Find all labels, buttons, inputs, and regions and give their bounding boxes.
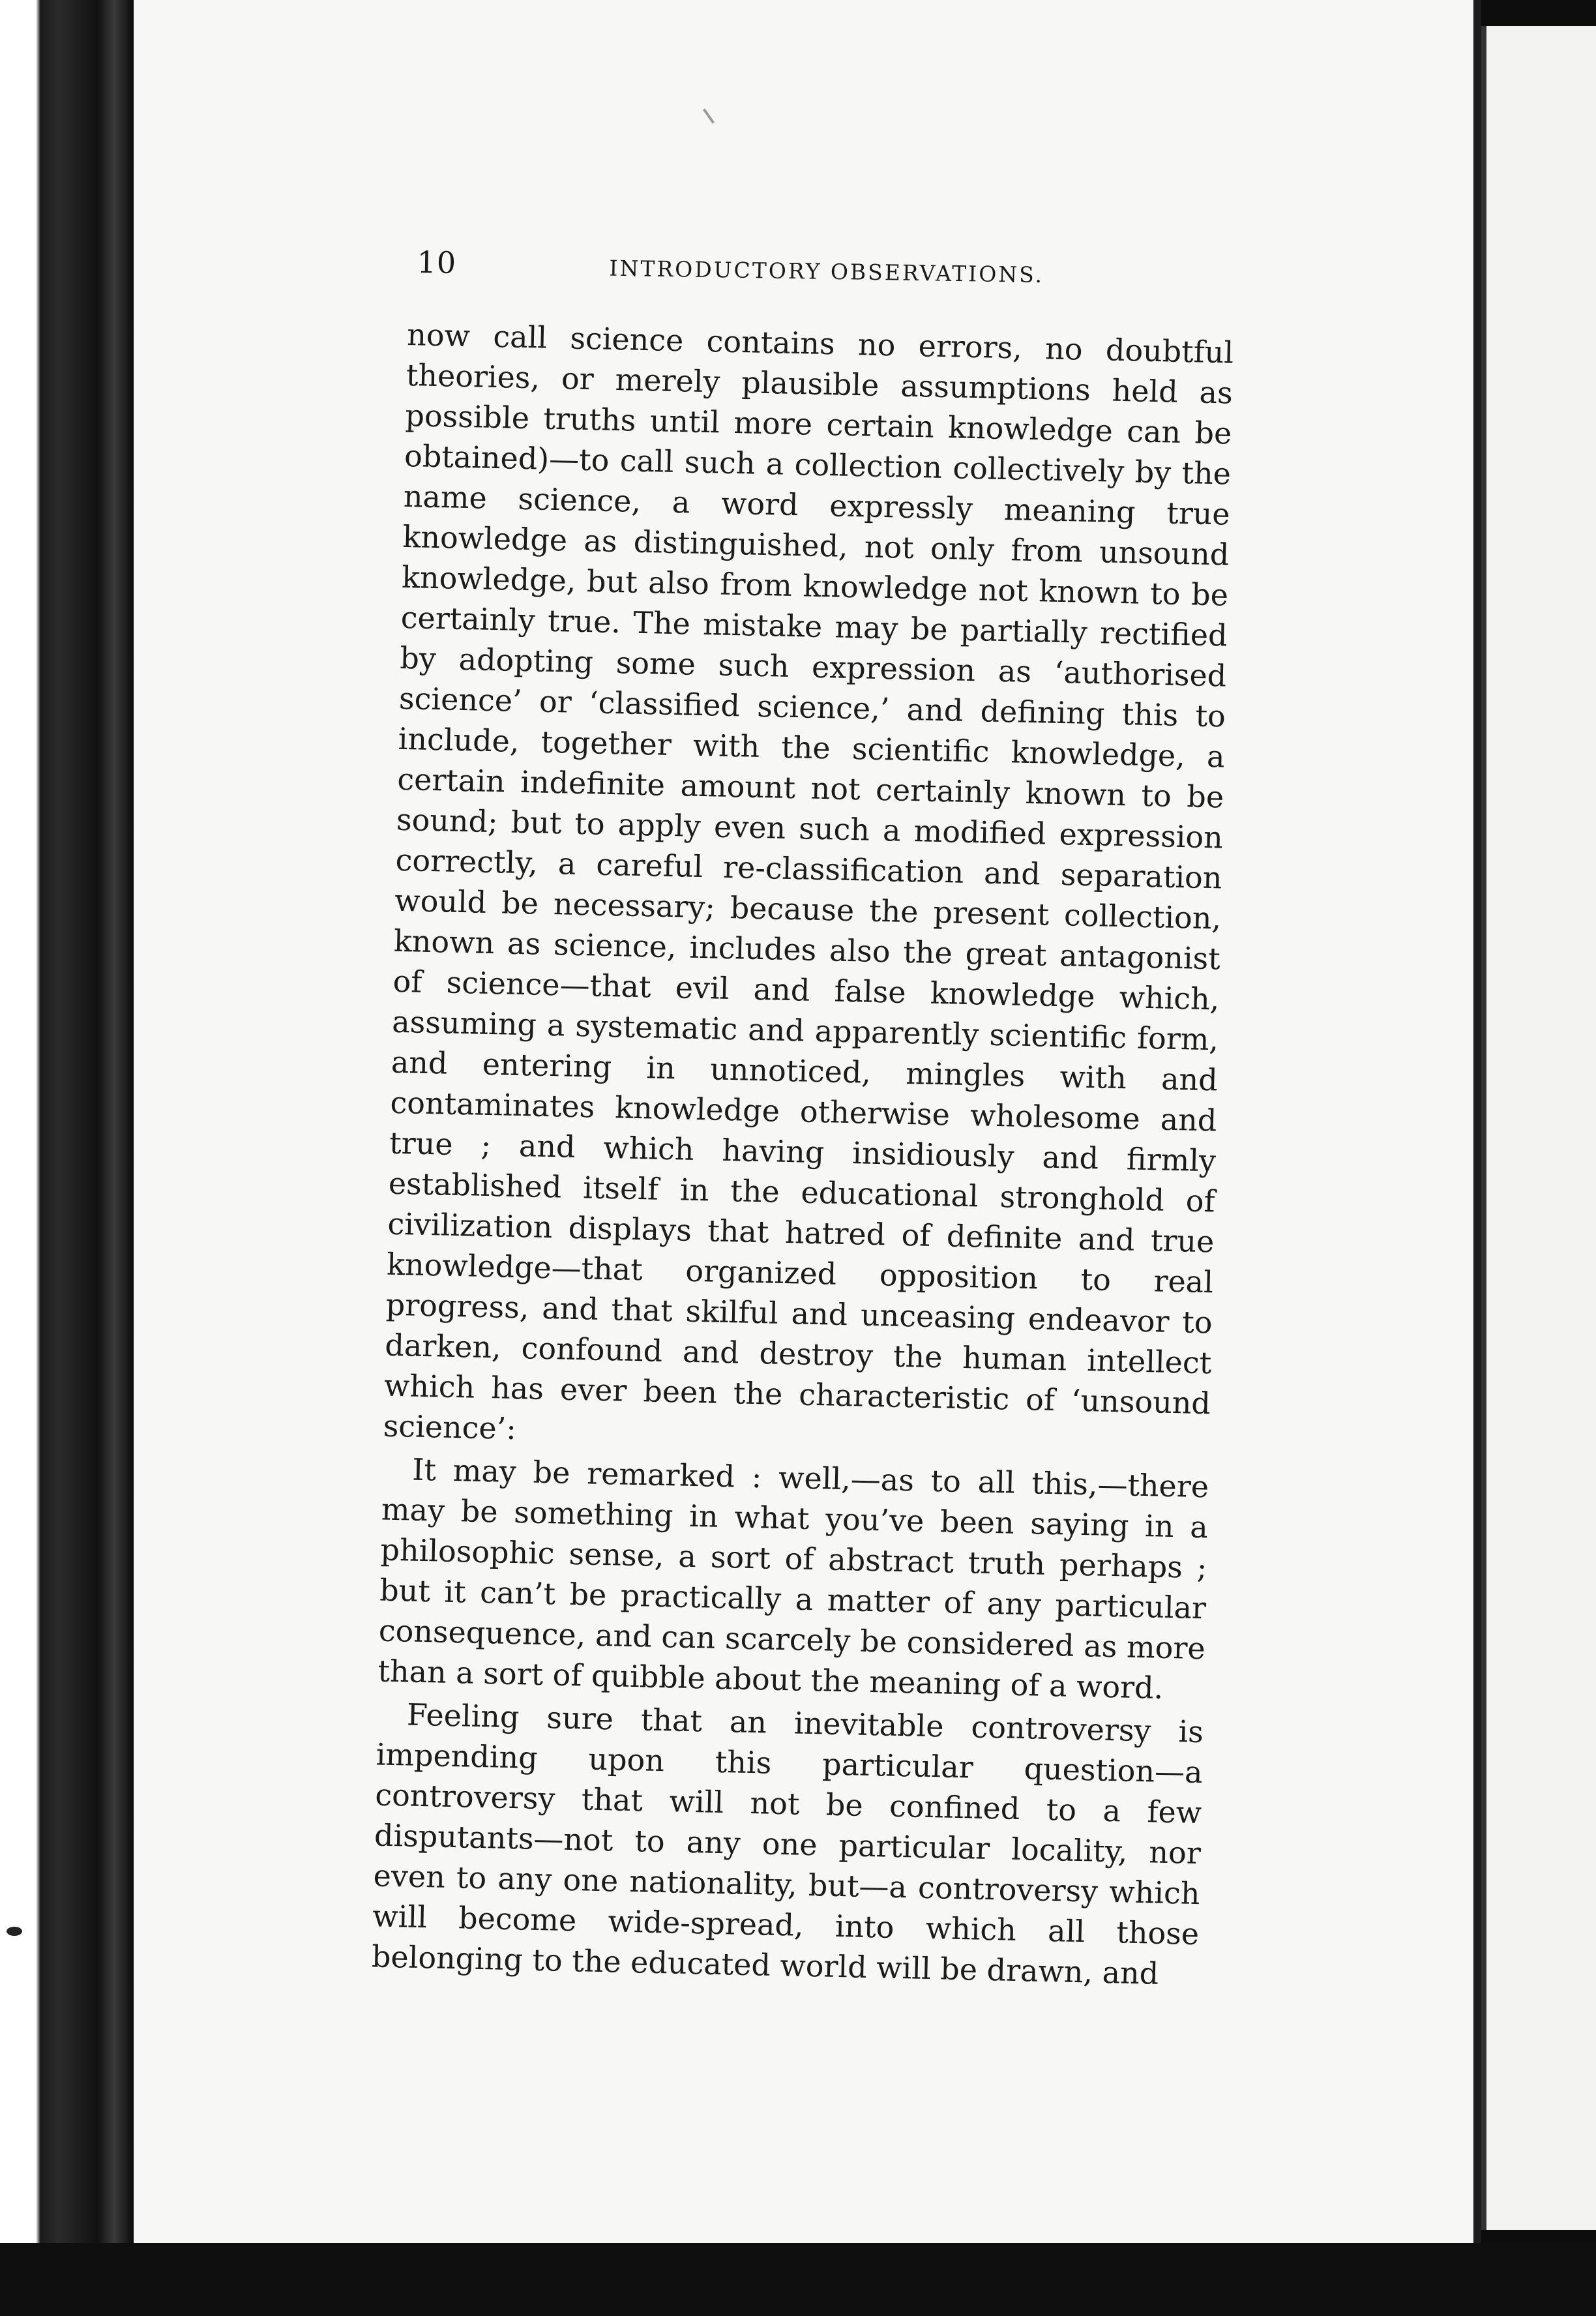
book-binding-edge — [0, 0, 134, 2316]
paragraph-remark: It may be remarked : well,—as to all this,—there may be something in what you’ve been saying in a philosophic sense, a sort of abstract truth perhaps ; but it can’t be practically a matter of any particular consequence, and can scarcely be considered as more than a sort of quibble about the meaning of a word. — [377, 1451, 1209, 1706]
scan-bottom-border — [0, 2243, 1596, 2316]
paragraph-continued: now call science contains no errors, no doubtful theories, or merely plausible assumptions held as possible truths until more certain knowledge can be obtained)—to call such a collection collectively by the name science, a word expressly meaning true knowledge as distinguished, not only from unsound knowledge, but also from knowledge not known to be certainly true. The mistake may be partially rectified by adopting some such expression as ‘authorised science’ or ‘classified science,’ and defining this to include, together with the scientific knowledge, a certain indefinite amount not certainly known to be sound; but to apply even such a modified expression correctly, a careful re-classification and separation would be necessary; because the present collection, known as science, includes also the great antagonist of science—that evil and false knowledge which, assuming a systematic and apparently scientific form, and entering in unnoticed, mingles with and contaminates knowledge otherwise wholesome and true ; and which having insidiously and firmly established itself in the educational stronghold of civilization displays that hatred of definite and true knowledge—that organized opposition to real progress, and that skilful and unceasing endeavor to darken, confound and destroy the human intellect which has ever been the characteristic of ‘unsound science’: — [383, 316, 1234, 1447]
body-text — [371, 314, 1234, 1995]
running-head: INTRODUCTORY OBSERVATIONS. — [609, 255, 1044, 288]
facing-page-edge — [1481, 26, 1596, 2230]
paragraph-controversy: Feeling sure that an inevitable controversy is impending upon this particular question—a controversy that will not be confined to a few disputants—not to any one particular locality, nor even to any one nationality, but—a controversy which will become wide-spread, into which all those belonging to the educated world will be drawn, and — [371, 1697, 1204, 1991]
page-number: 10 — [417, 245, 457, 280]
scan-speck — [7, 1927, 22, 1936]
